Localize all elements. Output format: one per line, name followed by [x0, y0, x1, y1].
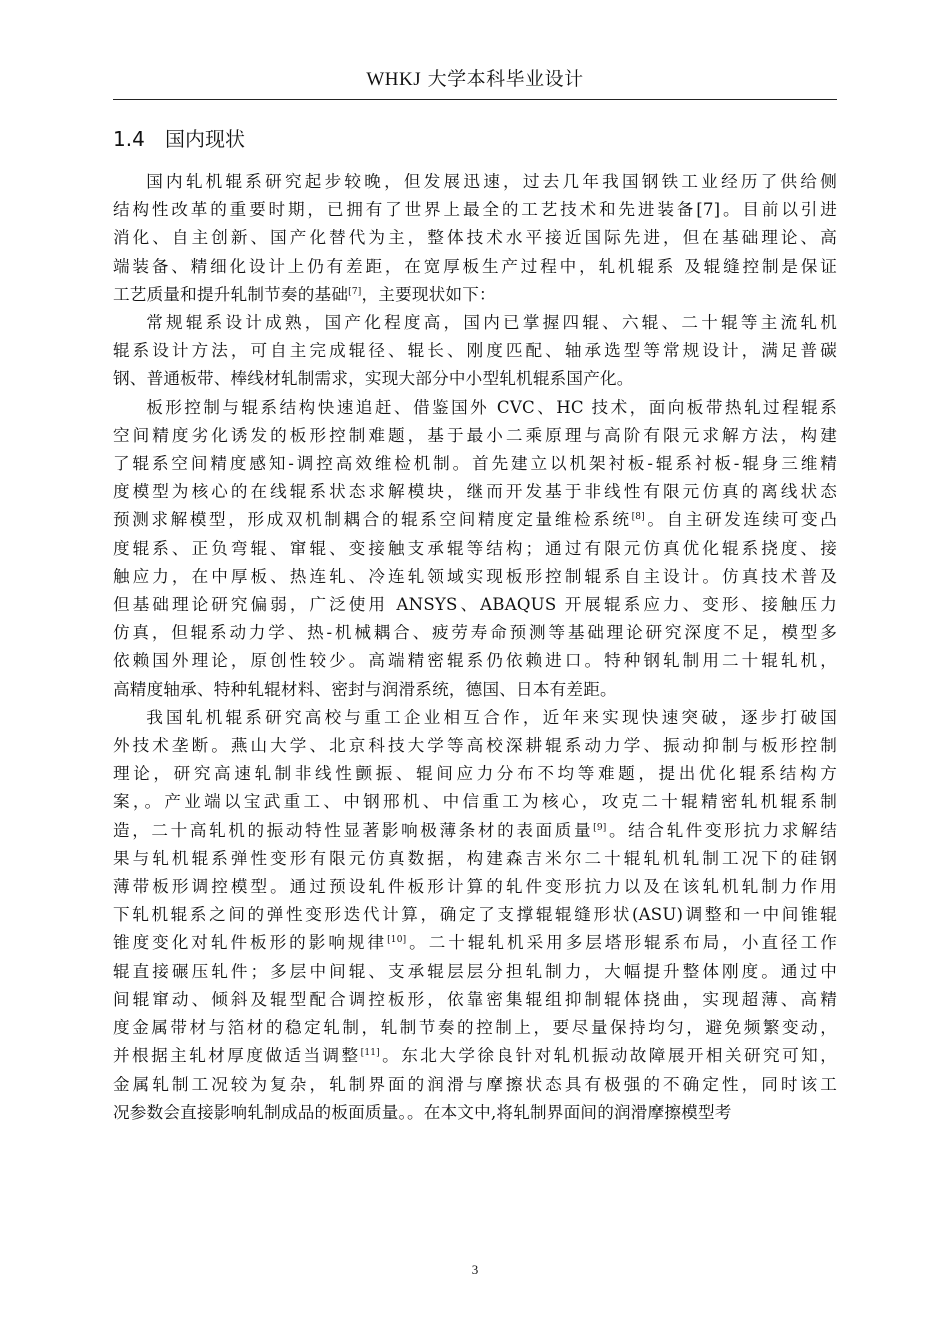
text-segment: 。结合轧件变形抗力求解结 [606, 820, 838, 840]
section-title: 国内现状 [165, 127, 245, 151]
text-line: 度金属带材与箔材的稳定轧制，轧制节奏的控制上，要尽量保持均匀，避免频繁变动， [113, 1018, 837, 1038]
page-number: 3 [471, 1262, 479, 1277]
text-line [113, 1042, 837, 1070]
text-line: 钢、普通板带、棒线材轧制需求，实现大部分中小型轧机辊系国产化。 [113, 369, 634, 389]
paragraph-4 [113, 704, 837, 1127]
text-segment: 造，二十高轧机的振动特性显著影响极薄条材的表面质量 [113, 820, 594, 840]
text-segment: 工艺质量和提升轧制节奏的基础 [113, 284, 349, 304]
paragraph-1 [113, 168, 837, 309]
citation: [10] [387, 935, 407, 946]
text-line [113, 929, 837, 957]
text-line: 我国轧机辊系研究高校与重工企业相互合作，近年来实现快速突破，逐步打破国 [146, 707, 837, 727]
text-line: 常规辊系设计成熟，国产化程度高，国内已掌握四辊、六辊、二十辊等主流轧机 [146, 313, 837, 333]
text-line: 薄带板形调控模型。通过预设轧件板形计算的轧件变形抗力以及在该轧机轧制力作用 [113, 877, 837, 897]
text-segment: 锥度变化对轧件板形的影响规律 [113, 933, 388, 953]
section-number: 1.4 [113, 127, 145, 151]
body-text [113, 168, 837, 1127]
text-line: 空间精度劣化诱发的板形控制难题，基于最小二乘原理与高阶有限元求解方法，构建 [113, 425, 837, 445]
text-line: 辊系设计方法，可自主完成辊径、辊长、刚度匹配、轴承选型等常规设计，满足普碳 [113, 341, 837, 361]
text-line: 果与轧机辊系弹性变形有限元仿真数据，构建森吉米尔二十辊轧机轧制工况下的硅钢 [113, 848, 837, 868]
text-line: 板形控制与辊系结构快速追赶、借鉴国外 CVC、HC 技术，面向板带热轧过程辊系 [146, 397, 837, 417]
text-segment: 预测求解模型，形成双机制耦合的辊系空间精度定量维检系统 [113, 510, 632, 530]
text-line: 外技术垄断。燕山大学、北京科技大学等高校深耕辊系动力学、振动抑制与板形控制 [113, 736, 837, 756]
text-line: 度辊系、正负弯辊、窜辊、变接触支承辊等结构；通过有限元仿真优化辊系挠度、接 [113, 538, 837, 558]
text-line: 依赖国外理论，原创性较少。高端精密辊系仍依赖进口。特种钢轧制用二十辊轧机， [113, 651, 837, 671]
text-line: 消化、自主创新、国产化替代为主，整体技术水平接近国际先进，但在基础理论、高 [113, 228, 837, 248]
text-segment: ，主要现状如下： [361, 284, 496, 304]
text-line: 国内轧机辊系研究起步较晚，但发展迅速，过去几年我国钢铁工业经历了供给侧 [146, 172, 837, 191]
header-title: 大学本科毕业设计 [427, 68, 584, 90]
text-line: 金属轧制工况较为复杂，轧制界面的润滑与摩擦状态具有极强的不确定性，同时该工 [113, 1074, 837, 1094]
text-line: 高精度轴承、特种轧辊材料、密封与润滑系统，德国、日本有差距。 [113, 679, 617, 699]
citation: [7] [348, 286, 362, 297]
paragraph-2 [113, 309, 837, 394]
text-line: 况参数会直接影响轧制成品的板面质量。。在本文中,将轧制界面间的润滑摩擦模型考 [113, 1102, 732, 1122]
text-line: 理论，研究高速轧制非线性颤振、辊间应力分布不均等难题，提出优化辊系结构方 [113, 764, 837, 784]
text-line: 案，。产业端以宝武重工、中钢邢机、中信重工为核心，攻克二十辊精密轧机辊系制 [113, 792, 837, 812]
text-line: 结构性改革的重要时期，已拥有了世界上最全的工艺技术和先进装备[7]。目前以引进 [113, 200, 837, 220]
citation: [9] [593, 822, 607, 833]
text-line [113, 817, 837, 845]
citation: [11] [360, 1048, 380, 1059]
text-line [113, 506, 837, 534]
text-line [113, 281, 837, 309]
paragraph-3 [113, 394, 837, 704]
text-line: 但基础理论研究偏弱，广泛使用 ANSYS、ABAQUS 开展辊系应力、变形、接触压力 [113, 595, 837, 615]
text-line: 端装备、精细化设计上仍有差距，在宽厚板生产过程中，轧机辊系 及辊缝控制是保证 [113, 256, 837, 276]
text-line: 度模型为核心的在线辊系状态求解模块，继而开发基于非线性有限元仿真的离线状态 [113, 482, 837, 502]
text-line: 仿真，但辊系动力学、热-机械耦合、疲劳寿命预测等基础理论研究深度不足，模型多 [113, 623, 837, 643]
header-latin: WHKJ [366, 69, 422, 90]
page-header [113, 66, 837, 100]
text-line: 下轧机辊系之间的弹性变形迭代计算，确定了支撑辊辊缝形状(ASU)调整和一中间锥辊 [113, 905, 837, 925]
text-segment: 。东北大学徐良针对轧机振动故障展开相关研究可知， [379, 1046, 837, 1066]
citation: [8] [631, 512, 645, 523]
text-segment: 。二十辊轧机采用多层塔形辊系布局，小直径工作 [406, 933, 837, 953]
text-line: 触应力，在中厚板、热连轧、冷连轧领域实现板形控制辊系自主设计。仿真技术普及 [113, 566, 837, 586]
text-line: 辊直接碾压轧件；多层中间辊、支承辊层层分担轧制力，大幅提升整体刚度。通过中 [113, 961, 837, 981]
text-line: 间辊窜动、倾斜及辊型配合调控板形，依靠密集辊组抑制辊体挠曲，实现超薄、高精 [113, 989, 837, 1009]
section-heading [113, 124, 245, 154]
text-line: 了辊系空间精度感知-调控高效维检机制。首先建立以机架衬板-辊系衬板-辊身三维精 [113, 454, 837, 474]
text-segment: 并根据主轧材厚度做适当调整 [113, 1046, 361, 1066]
text-segment: 。自主研发连续可变凸 [644, 510, 838, 530]
